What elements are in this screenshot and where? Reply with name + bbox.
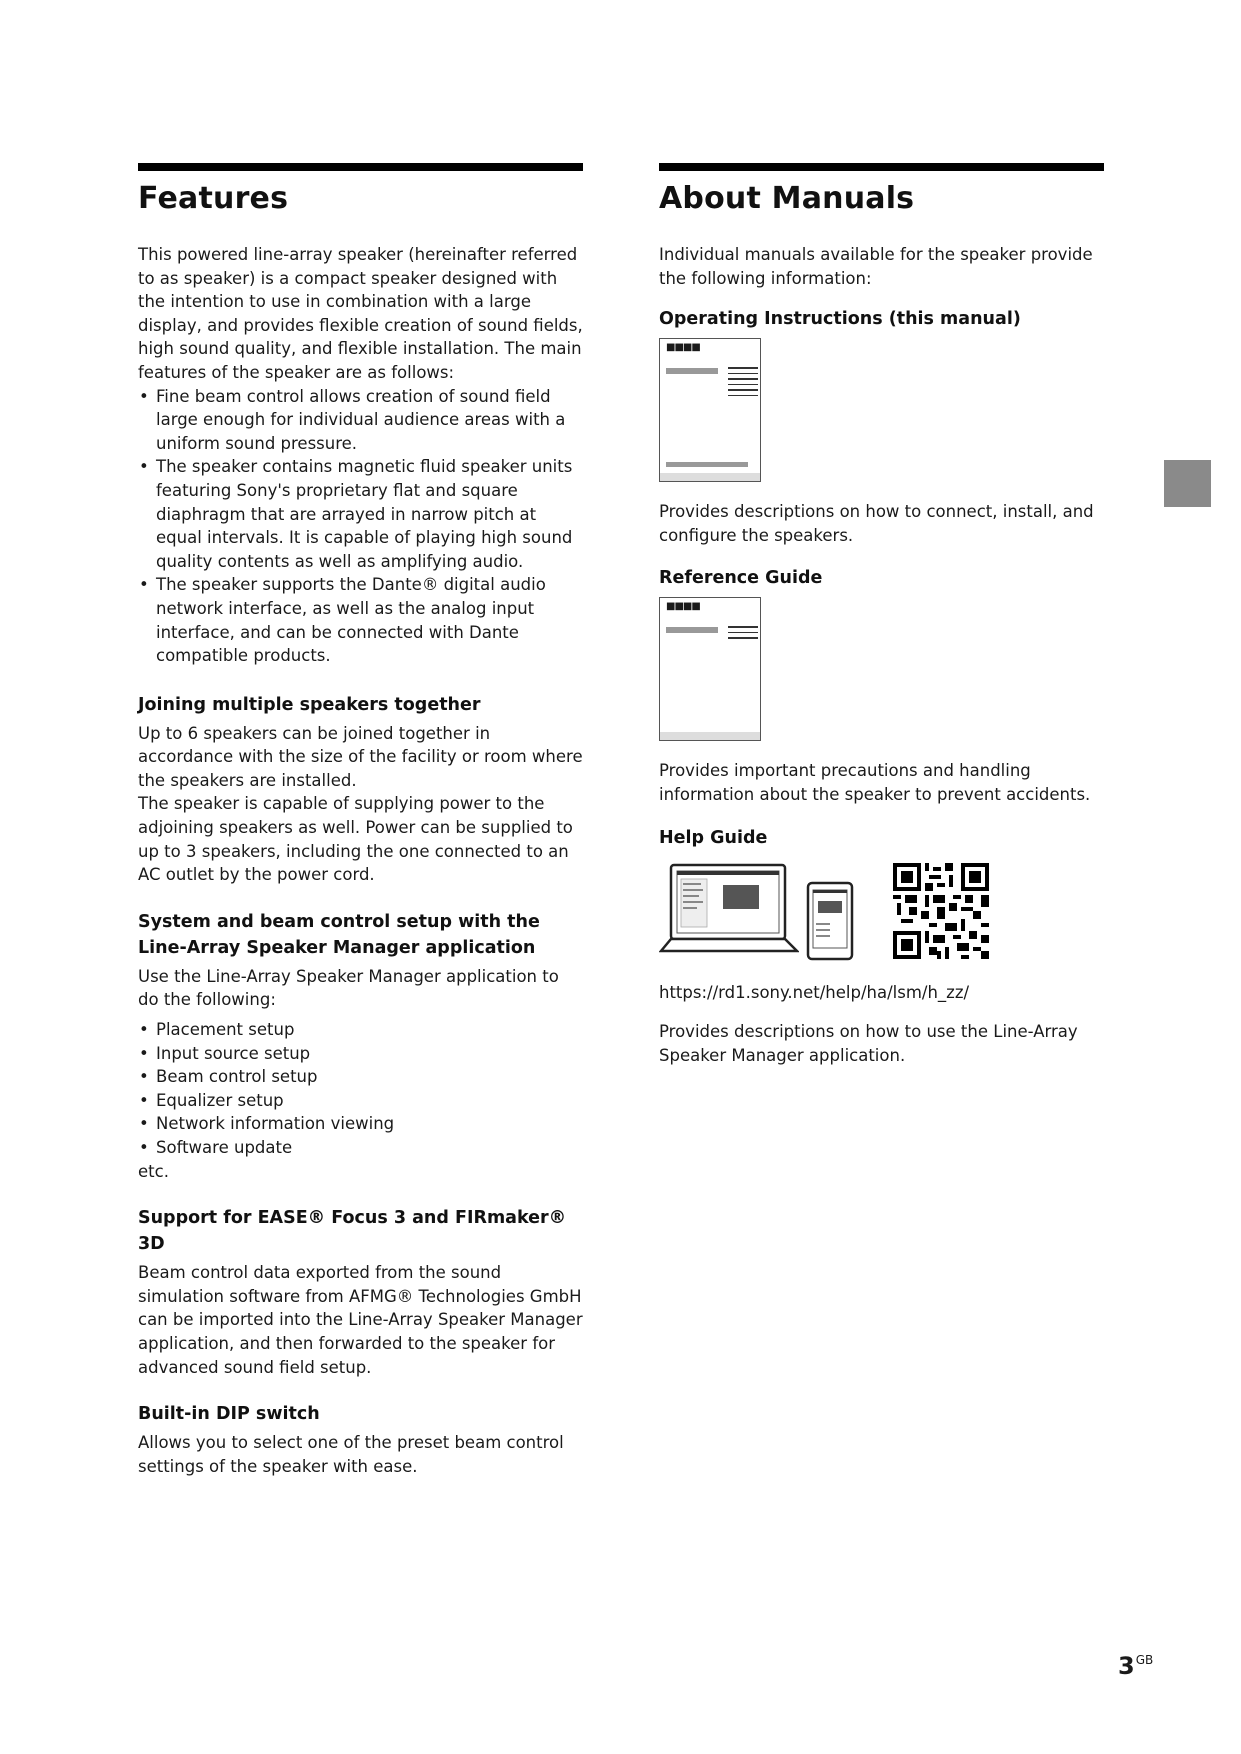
features-column xyxy=(138,163,583,1478)
operating-text: Provides descriptions on how to connect, install, and configure the speakers. xyxy=(659,502,1094,545)
help-heading: Help Guide xyxy=(659,827,768,848)
dip-text: Allows you to select one of the preset beam control settings of the speaker with ease. xyxy=(138,1433,564,1476)
joining-text-2: The speaker is capable of supplying power to the adjoining speakers as well. Power can be supplied to up to 3 speakers, including the one connected to an AC outlet by the power cord. xyxy=(138,794,573,885)
page-number xyxy=(1118,1652,1153,1680)
list-item: • Beam control setup xyxy=(138,1065,583,1089)
operating-manual-illustration: ■■■■ xyxy=(659,338,761,482)
manuals-title: About Manuals xyxy=(659,181,915,216)
section-tab-marker xyxy=(1164,460,1211,507)
system-intro: Use the Line-Array Speaker Manager application to do the following: xyxy=(138,966,559,1010)
section-rule xyxy=(138,163,583,171)
list-item: • Network information viewing xyxy=(138,1112,583,1136)
support-heading: Support for EASE® Focus 3 and FIRmaker® 3D xyxy=(138,1208,567,1255)
joining-text-1: Up to 6 speakers can be joined together in accordance with the size of the facility or room where the speakers are installed. xyxy=(138,723,583,790)
list-item: • Placement setup xyxy=(138,1018,583,1042)
reference-heading: Reference Guide xyxy=(659,568,823,589)
list-item: • Software update xyxy=(138,1136,583,1160)
list-item: • Equalizer setup xyxy=(138,1089,583,1113)
dip-heading: Built-in DIP switch xyxy=(138,1404,320,1425)
page-language-code: GB xyxy=(1135,1653,1154,1667)
reference-guide-illustration: ■■■■ xyxy=(659,597,761,741)
qr-code-icon xyxy=(893,863,989,959)
list-item: • Fine beam control allows creation of sound field large enough for individual audience areas with a uniform sound pressure. xyxy=(138,385,583,456)
system-list xyxy=(138,1018,583,1160)
help-text: Provides descriptions on how to use the Line-Array Speaker Manager application. xyxy=(659,1022,1078,1065)
list-item: • The speaker supports the Dante® digital audio network interface, as well as the analog input interface, and can be connected with Dante compatible products. xyxy=(138,573,583,667)
laptop-icon xyxy=(659,863,799,963)
joining-heading: Joining multiple speakers together xyxy=(138,694,481,715)
help-guide-url[interactable]: https://rd1.sony.net/help/ha/lsm/h_zz/ xyxy=(659,982,970,1002)
features-title: Features xyxy=(138,181,289,216)
tablet-icon xyxy=(806,881,854,961)
system-heading: System and beam control setup with the Line-Array Speaker Manager application xyxy=(138,911,540,958)
manuals-intro: Individual manuals available for the speaker provide the following information: xyxy=(659,245,1093,288)
help-guide-illustration xyxy=(659,861,1104,971)
section-rule xyxy=(659,163,1104,171)
operating-heading: Operating Instructions (this manual) xyxy=(659,309,1021,330)
list-item: • The speaker contains magnetic fluid speaker units featuring Sony's proprietary flat and square diaphragm that are arrayed in narrow pitch at equal intervals. It is capable of playing high sound quality contents as well as amplifying audio. xyxy=(138,455,583,573)
system-etc: etc. xyxy=(138,1161,169,1181)
page-number-value: 3 xyxy=(1118,1652,1135,1680)
manuals-column xyxy=(659,163,1104,1067)
support-text: Beam control data exported from the sound simulation software from AFMG® Technologies GmbH can be imported into the Line-Array Speaker Manager application, and then forwarded to the speaker for advanced sound field setup. xyxy=(138,1263,583,1377)
reference-text: Provides important precautions and handling information about the speaker to prevent accidents. xyxy=(659,761,1091,804)
features-intro: This powered line-array speaker (hereinafter referred to as speaker) is a compact speaker designed with the intention to use in combination with a large display, and provides flexible creation of sound fields, high sound quality, and flexible installation. The main features of the speaker are as follows: xyxy=(138,245,583,382)
features-list xyxy=(138,385,583,668)
list-item: • Input source setup xyxy=(138,1042,583,1066)
